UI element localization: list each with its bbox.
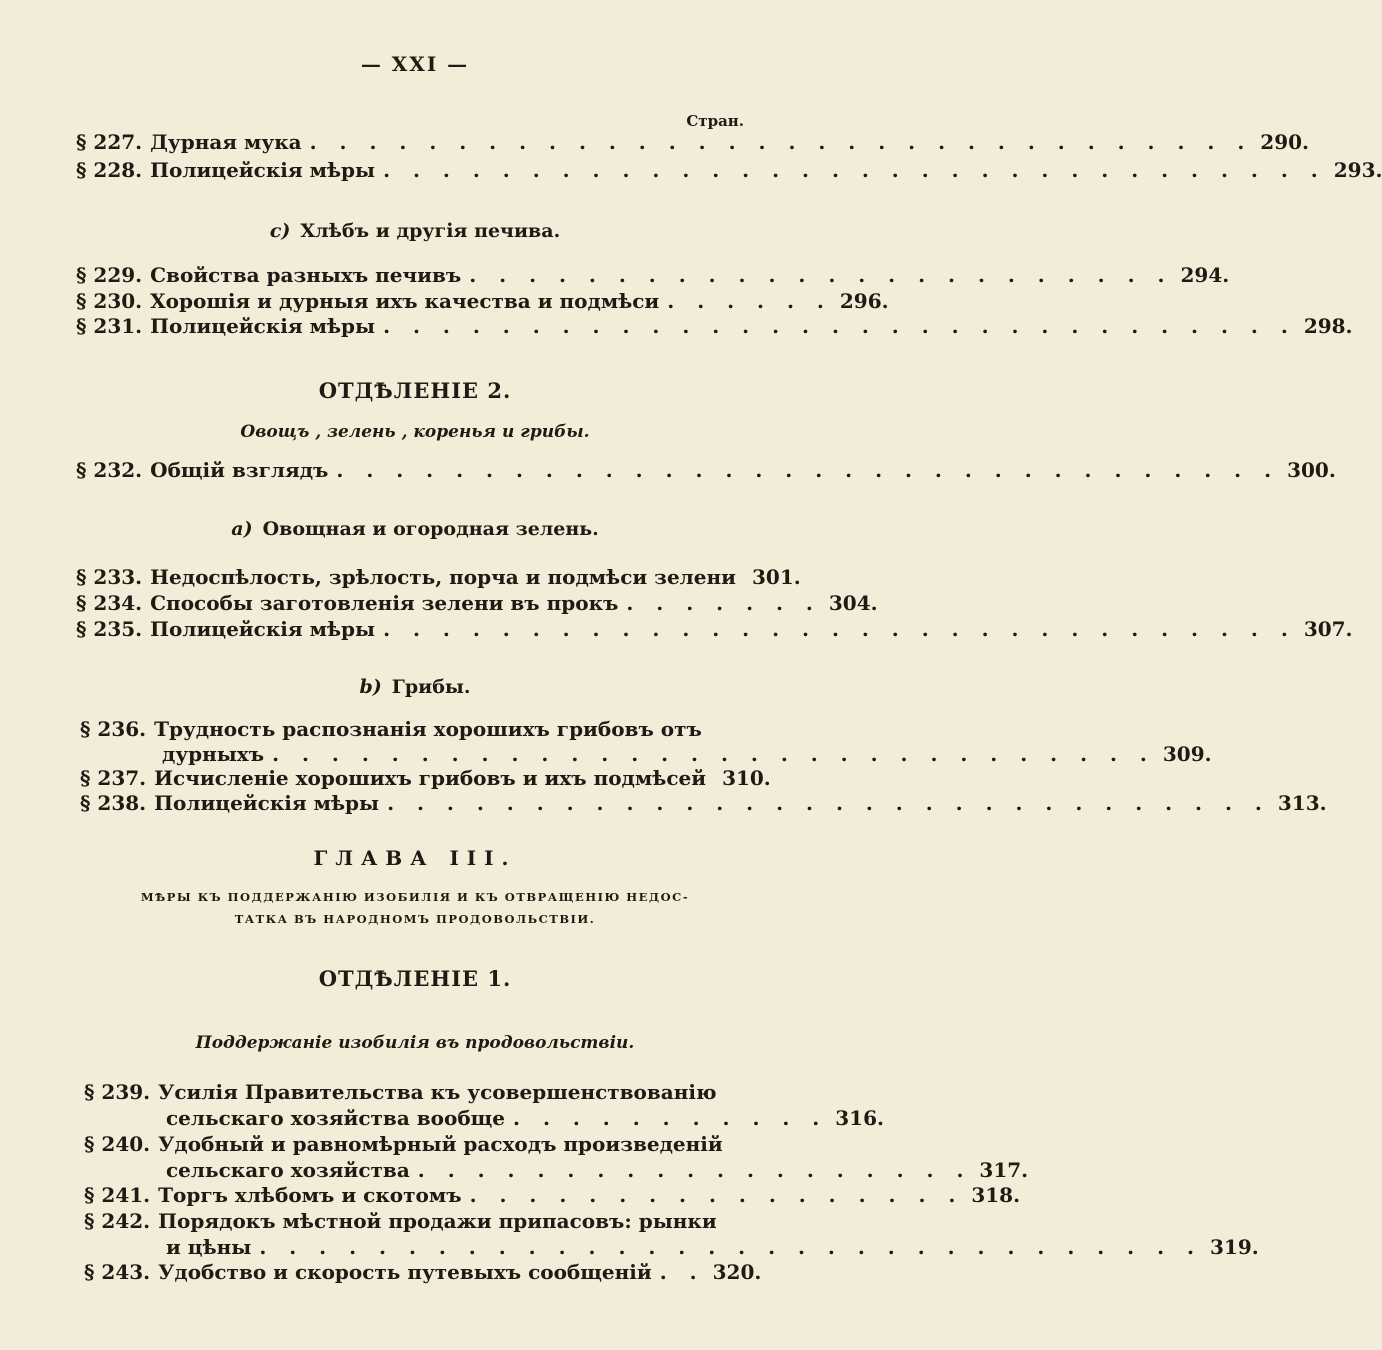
toc-entry-234 (76, 591, 878, 615)
entry-title: Удобство и скорость путевыхъ сообщеній (158, 1260, 652, 1284)
toc-entry-240-continuation (166, 1158, 1029, 1182)
page-number: 318. (971, 1183, 1021, 1207)
toc-entry-236 (80, 717, 746, 741)
dot-leader: . . . . . . . . . . . . . . . . . . . . . . . . . . . . . . (272, 742, 1155, 766)
section-number: § 230. (76, 289, 143, 313)
toc-entry-231 (76, 314, 1353, 338)
entry-title: Хорошія и дурныя ихъ качества и подмѣси (150, 289, 660, 313)
page-number: 307. (1303, 617, 1353, 641)
entry-title: Дурная мука (150, 130, 302, 154)
subsection-letter: b) (359, 676, 382, 698)
toc-entry-240 (84, 1132, 748, 1156)
section-number: § 233. (76, 565, 143, 589)
toc-entry-235 (76, 617, 1353, 641)
dot-leader: . . . . . . . . . . . . . . . . . . . . . . . . (469, 263, 1173, 287)
entry-title-continuation: сельскаго хозяйства вообще (166, 1106, 506, 1130)
subsection-letter: a) (231, 518, 253, 540)
chapter-subtitle-line-2: ТАТКА ВЪ НАРОДНОМЪ ПРОДОВОЛЬСТВІИ. (234, 912, 596, 926)
page-number: 310. (722, 766, 771, 790)
dot-leader: . . . . . . . . . . . . . . . . . . . . . . . . . . . . . . . . (383, 158, 1326, 182)
chapter-heading: ГЛАВА III. (313, 846, 517, 870)
section-number: § 227. (76, 130, 143, 154)
toc-entry-229 (76, 263, 1230, 287)
section-number: § 229. (76, 263, 143, 287)
toc-entry-232 (76, 458, 1336, 482)
subsection-heading-a (0, 518, 830, 540)
page-number: 296. (839, 289, 889, 313)
page-number: 290. (1260, 130, 1310, 154)
subsection-letter: c) (269, 220, 291, 242)
entry-title-continuation: дурныхъ (162, 742, 265, 766)
dot-leader: . . . . . . . . . . . . . . . . . . . . . . . . . . . . . . . (383, 314, 1296, 338)
section-number: § 234. (76, 591, 143, 615)
toc-entry-241 (84, 1183, 1021, 1207)
page-number: 304. (828, 591, 878, 615)
section-number: § 235. (76, 617, 143, 641)
toc-entry-228 (76, 158, 1382, 182)
section-number: § 228. (76, 158, 143, 182)
toc-entry-243 (84, 1260, 762, 1284)
toc-entry-238 (80, 791, 1327, 815)
entry-title: Недоспѣлость, зрѣлость, порча и подмѣси зелени (150, 565, 736, 589)
entry-title: Трудность распознанія хорошихъ грибовъ отъ (154, 717, 702, 741)
entry-title: Общій взглядъ (150, 458, 329, 482)
section-number: § 231. (76, 314, 143, 338)
subsection-heading-c (0, 220, 830, 242)
page-number: 309. (1162, 742, 1212, 766)
dot-leader: . . . . . . . . . . . . . . . . . . . . . . . . . . . . . . . . (259, 1235, 1202, 1259)
section-number: § 232. (76, 458, 143, 482)
dot-leader: . . (659, 1260, 705, 1284)
dot-leader: . . . . . . . . . . . . . . . . . . . . . . . . . . . . . . . . (336, 458, 1280, 482)
dot-leader: . . . . . . . . . . . . . . . . . . . . . . . . . . . . . . (387, 791, 1270, 815)
dot-leader: . . . . . . . . . . . . . . . . . . . (417, 1158, 972, 1182)
section-number: § 238. (80, 791, 147, 815)
section-number: § 241. (84, 1183, 151, 1207)
department-subtitle-2: Овощъ , зелень , коренья и грибы. (240, 422, 590, 442)
subsection-title: Овощная и огородная зелень. (262, 518, 599, 540)
chapter-subtitle-line-1: МѢРЫ КЪ ПОДДЕРЖАНІЮ ИЗОБИЛІЯ И КЪ ОТВРАЩЕНІЮ НЕДОС- (140, 890, 690, 904)
dot-leader: . . . . . . . . . . . . . . . . . (469, 1183, 964, 1207)
subsection-title: Грибы. (391, 676, 471, 698)
entry-title: Удобный и равномѣрный расходъ произведеній (158, 1132, 723, 1156)
entry-title: Порядокъ мѣстной продажи припасовъ: рынки (158, 1209, 717, 1233)
subsection-heading-b (0, 676, 830, 698)
page-number: 293. (1333, 158, 1382, 182)
entry-title: Исчисленіе хорошихъ грибовъ и ихъ подмѣсей (154, 766, 707, 790)
toc-entry-237 (80, 766, 771, 790)
toc-entry-230 (76, 289, 889, 313)
department-heading-1: ОТДѢЛЕНІЕ 1. (318, 966, 512, 991)
toc-entry-236-continuation (162, 742, 1212, 766)
toc-entry-239 (84, 1080, 748, 1104)
entry-title: Способы заготовленія зелени въ прокъ (150, 591, 619, 615)
section-number: § 243. (84, 1260, 151, 1284)
entry-title: Свойства разныхъ печивъ (150, 263, 462, 287)
section-number: § 236. (80, 717, 147, 741)
page-number: 301. (751, 565, 801, 589)
entry-title: Торгъ хлѣбомъ и скотомъ (158, 1183, 462, 1207)
page-number: 320. (712, 1260, 762, 1284)
dot-leader: . . . . . . . . . . . . . . . . . . . . . . . . . . . . . . . . (309, 130, 1253, 154)
entry-title-continuation: и цѣны (166, 1235, 252, 1259)
page-column-heading: Стран. (686, 112, 744, 130)
page-number: 319. (1210, 1235, 1259, 1259)
page-header: — XXI — (360, 52, 470, 76)
dot-leader: . . . . . . . . . . . . . . . . . . . . . . . . . . . . . . . (383, 617, 1296, 641)
dot-leader: . . . . . . . . . . . (513, 1106, 828, 1130)
section-number: § 239. (84, 1080, 151, 1104)
page-number: 300. (1287, 458, 1336, 482)
entry-title: Полицейскія мѣры (150, 617, 376, 641)
page-number: 317. (979, 1158, 1029, 1182)
page-number: 316. (835, 1106, 884, 1130)
toc-entry-233 (76, 565, 801, 589)
page-number: 313. (1277, 791, 1327, 815)
department-heading-2: ОТДѢЛЕНІЕ 2. (318, 378, 512, 403)
toc-entry-239-continuation (166, 1106, 884, 1130)
section-number: § 237. (80, 766, 147, 790)
department-subtitle-1: Поддержаніе изобилія въ продовольствіи. (195, 1033, 635, 1053)
dot-leader: . . . . . . (667, 289, 832, 313)
entry-title: Полицейскія мѣры (150, 158, 376, 182)
toc-entry-242 (84, 1209, 748, 1233)
dot-leader: . . . . . . . (626, 591, 821, 615)
section-number: § 242. (84, 1209, 151, 1233)
page-number: 298. (1303, 314, 1353, 338)
entry-title-continuation: сельскаго хозяйства (166, 1158, 410, 1182)
section-number: § 240. (84, 1132, 151, 1156)
entry-title: Усилія Правительства къ усовершенствованію (158, 1080, 717, 1104)
entry-title: Полицейскія мѣры (150, 314, 376, 338)
toc-entry-227 (76, 130, 1310, 154)
entry-title: Полицейскія мѣры (154, 791, 380, 815)
chapter-subtitle (120, 886, 710, 930)
page-number: 294. (1180, 263, 1230, 287)
subsection-title: Хлѣбъ и другія печива. (300, 220, 561, 242)
toc-entry-242-continuation (166, 1235, 1259, 1259)
